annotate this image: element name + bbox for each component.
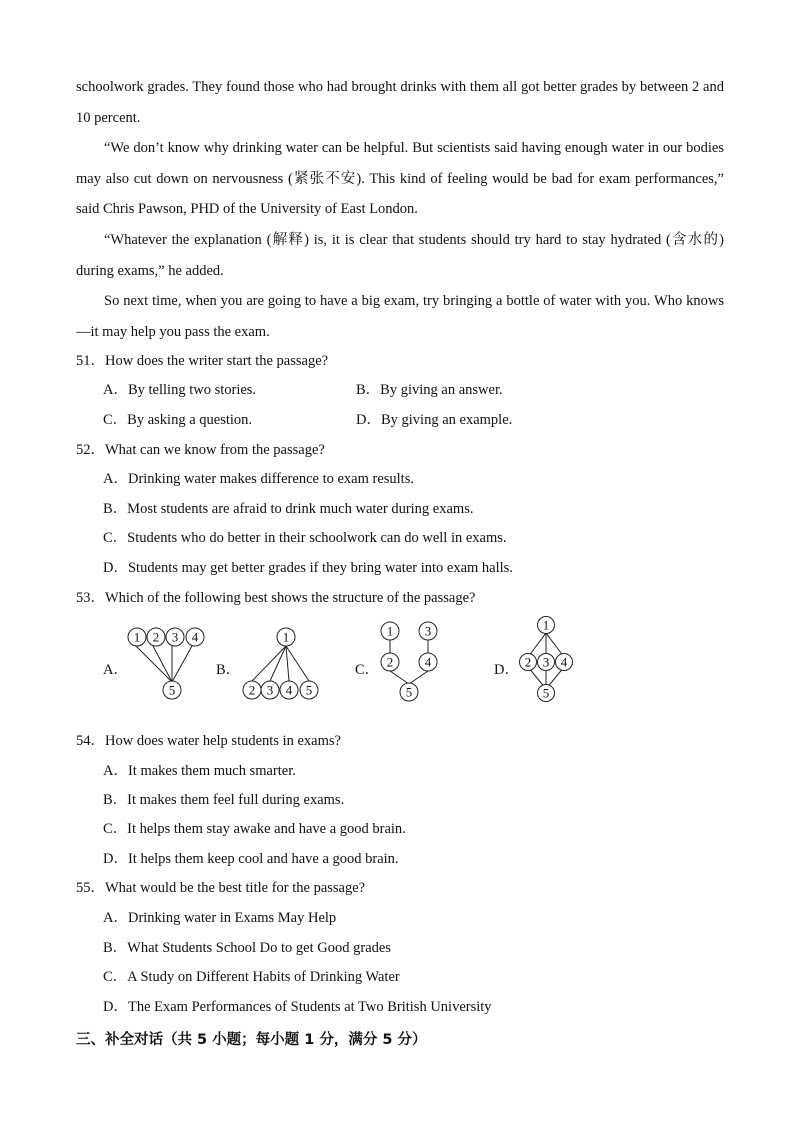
diagram-c-node-1: 1: [386, 623, 394, 639]
passage-paragraph-3: “Whatever the explanation (解释) is, it is clear that students should try hard to stay hydrated (含水的) during exams,” he added.: [76, 232, 724, 279]
diagram-b-node-5: 5: [305, 682, 313, 698]
diagram-b-node-4: 4: [285, 682, 293, 698]
diagram-c-node-2: 2: [386, 654, 394, 670]
diagram-a-node-1: 1: [133, 629, 141, 645]
diagram-d-node-4: 4: [560, 654, 568, 670]
passage-paragraph-2: “We don’t know why drinking water can be helpful. But scientists said having enough water in our bodies may also cut down on nervousness (紧张不安). This kind of feeling would be bad for exam performances,” said Chris Pawson, PHD of the University of East London.: [76, 140, 724, 217]
question-51-option-c[interactable]: C．By asking a question.: [103, 412, 253, 428]
question-53-option-d[interactable]: D．: [494, 662, 519, 678]
diagram-c-node-4: 4: [424, 654, 432, 670]
question-51-stem: 51．How does the writer start the passage?: [76, 353, 329, 369]
question-52-option-a[interactable]: A．Drinking water makes difference to exam results.: [103, 471, 414, 487]
diagram-b-node-2: 2: [248, 682, 256, 698]
diagram-a-node-5: 5: [168, 682, 176, 698]
structure-diagram-c: [376, 620, 444, 710]
question-55-stem: 55．What would be the best title for the passage?: [76, 880, 366, 896]
question-52-option-d[interactable]: D．Students may get better grades if they bring water into exam halls.: [103, 560, 513, 576]
diagram-a-node-2: 2: [152, 629, 160, 645]
question-54-option-b[interactable]: B．It makes them feel full during exams.: [103, 792, 345, 808]
question-54-option-d[interactable]: D．It helps them keep cool and have a good brain.: [103, 851, 399, 867]
question-53-option-a[interactable]: A．: [103, 662, 128, 678]
question-53-stem: 53．Which of the following best shows the structure of the passage?: [76, 590, 476, 606]
diagram-d-node-5: 5: [542, 685, 550, 701]
structure-diagram-b: [240, 625, 324, 707]
passage-paragraph-4: So next time, when you are going to have a big exam, try bringing a bottle of water with you. Who knows—it may help you pass the exam.: [76, 293, 724, 340]
question-54-stem: 54．How does water help students in exams?: [76, 733, 341, 749]
passage-paragraph-1: schoolwork grades. They found those who had brought drinks with them all got better grades by between 2 and 10 percent.: [76, 79, 724, 126]
question-51-option-b[interactable]: B．By giving an answer.: [356, 382, 503, 398]
diagram-c-node-5: 5: [405, 684, 413, 700]
question-53-option-c[interactable]: C．: [355, 662, 380, 678]
section-heading: 三、补全对话（共 5 小题；每小题 1 分，满分 5 分）: [76, 1032, 427, 1048]
question-55-option-d[interactable]: D．The Exam Performances of Students at Two British University: [103, 999, 492, 1015]
question-53-option-b[interactable]: B．: [216, 662, 241, 678]
question-55-option-c[interactable]: C．A Study on Different Habits of Drinking Water: [103, 969, 400, 985]
diagram-d-node-1: 1: [542, 617, 550, 633]
diagram-b-node-3: 3: [266, 682, 274, 698]
structure-diagram-d: [516, 615, 582, 705]
question-54-option-a[interactable]: A．It makes them much smarter.: [103, 763, 296, 779]
structure-diagram-a: [126, 625, 212, 707]
question-55-option-b[interactable]: B．What Students School Do to get Good grades: [103, 940, 391, 956]
diagram-a-node-4: 4: [191, 629, 199, 645]
question-55-option-a[interactable]: A．Drinking water in Exams May Help: [103, 910, 337, 926]
question-52-stem: 52．What can we know from the passage?: [76, 442, 325, 458]
diagram-a-node-3: 3: [171, 629, 179, 645]
question-51-option-d[interactable]: D．By giving an example.: [356, 412, 513, 428]
question-52-option-b[interactable]: B．Most students are afraid to drink much water during exams.: [103, 501, 474, 517]
diagram-d-node-3: 3: [542, 654, 550, 670]
question-51-option-a[interactable]: A．By telling two stories.: [103, 382, 257, 398]
diagram-c-node-3: 3: [424, 623, 432, 639]
diagram-b-node-1: 1: [282, 629, 290, 645]
question-52-option-c[interactable]: C．Students who do better in their schoolwork can do well in exams.: [103, 530, 507, 546]
question-54-option-c[interactable]: C．It helps them stay awake and have a good brain.: [103, 821, 406, 837]
diagram-d-node-2: 2: [524, 654, 532, 670]
